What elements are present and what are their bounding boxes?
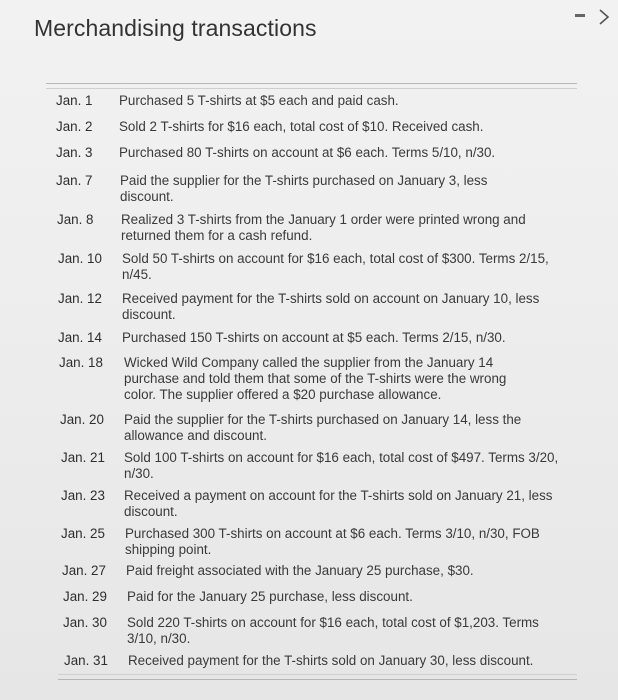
row-description: Realized 3 T-shirts from the January 1 order were printed wrong and returned them for a cash refund. bbox=[121, 212, 526, 243]
row-date: Jan. 23 bbox=[61, 488, 105, 503]
row-description: Received payment for the T-shirts sold on January 30, less discount. bbox=[128, 653, 534, 668]
row-description: Sold 100 T-shirts on account for $16 each, total cost of $497. Terms 3/20, n/30. bbox=[124, 450, 559, 481]
row-description: Paid the supplier for the T-shirts purchased on January 3, less discount. bbox=[120, 173, 488, 204]
row-description: Received a payment on account for the T-shirts sold on January 21, less discount. bbox=[124, 488, 553, 519]
row-date: Jan. 12 bbox=[58, 291, 102, 306]
transactions-table bbox=[46, 83, 577, 680]
row-date: Jan. 30 bbox=[63, 615, 107, 630]
row-date: Jan. 3 bbox=[56, 145, 93, 160]
chevron-right-icon[interactable] bbox=[597, 8, 611, 26]
row-description: Paid for the January 25 purchase, less discount. bbox=[127, 589, 413, 604]
row-date: Jan. 10 bbox=[58, 251, 102, 266]
row-description: Sold 2 T-shirts for $16 each, total cost of $10. Received cash. bbox=[119, 119, 484, 134]
table-bottom-rule bbox=[58, 674, 577, 675]
row-date: Jan. 29 bbox=[63, 589, 107, 604]
table-top-rule bbox=[46, 88, 577, 89]
row-date: Jan. 25 bbox=[61, 526, 105, 541]
row-date: Jan. 2 bbox=[56, 119, 93, 134]
row-date: Jan. 7 bbox=[56, 173, 93, 188]
row-description: Purchased 150 T-shirts on account at $5 each. Terms 2/15, n/30. bbox=[122, 330, 506, 345]
row-date: Jan. 31 bbox=[64, 653, 108, 668]
row-description: Paid freight associated with the January 25 purchase, $30. bbox=[126, 563, 474, 578]
minus-icon[interactable] bbox=[575, 14, 585, 17]
row-description: Wicked Wild Company called the supplier from the January 14 purchase and told them that some of the T-shirts were the wrong color. The supplier offered a $20 purchase allowance. bbox=[124, 355, 507, 402]
row-description: Sold 220 T-shirts on account for $16 each, total cost of $1,203. Terms 3/10, n/30. bbox=[127, 615, 539, 646]
row-date: Jan. 20 bbox=[60, 412, 104, 427]
row-description: Purchased 300 T-shirts on account at $6 each. Terms 3/10, n/30, FOB shipping point. bbox=[125, 526, 540, 557]
row-date: Jan. 27 bbox=[62, 563, 106, 578]
page-title: Merchandising transactions bbox=[34, 15, 317, 41]
row-date: Jan. 8 bbox=[57, 212, 94, 227]
row-date: Jan. 1 bbox=[56, 93, 93, 108]
row-date: Jan. 14 bbox=[58, 330, 102, 345]
table-bottom-rule bbox=[58, 679, 577, 680]
row-date: Jan. 18 bbox=[59, 355, 103, 370]
row-description: Purchased 5 T-shirts at $5 each and paid cash. bbox=[119, 93, 399, 108]
row-description: Sold 50 T-shirts on account for $16 each, total cost of $300. Terms 2/15, n/45. bbox=[122, 251, 549, 282]
row-date: Jan. 21 bbox=[61, 450, 105, 465]
row-description: Paid the supplier for the T-shirts purchased on January 14, less the allowance and discount. bbox=[124, 412, 522, 443]
row-description: Received payment for the T-shirts sold on account on January 10, less discount. bbox=[122, 291, 540, 322]
row-description: Purchased 80 T-shirts on account at $6 each. Terms 5/10, n/30. bbox=[119, 145, 496, 160]
